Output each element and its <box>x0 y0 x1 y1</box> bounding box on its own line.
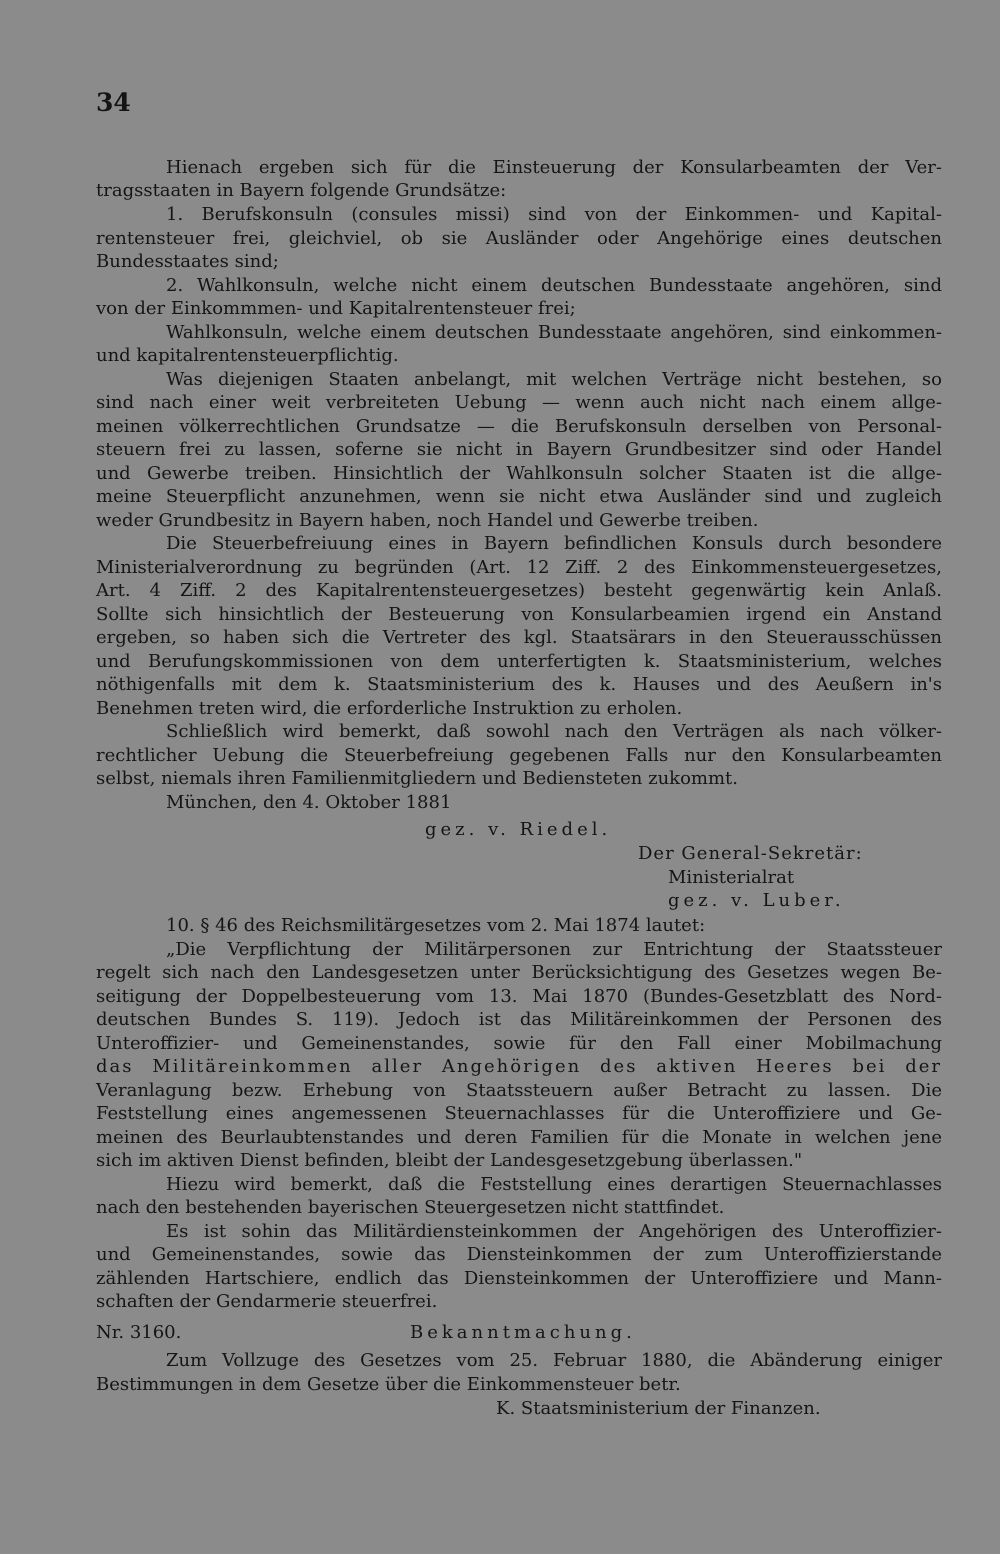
ministry: K. Staatsministerium der Finanzen. <box>496 1398 821 1419</box>
text-line: und Gemeinenstandes, sowie das Diensteinkommen der zum Unteroffizierstande <box>96 1244 942 1265</box>
text-line: tragsstaaten in Bayern folgende Grundsätze: <box>96 180 507 201</box>
text-line: Schließlich wird bemerkt, daß sowohl nach den Verträgen als nach völker- <box>166 721 942 742</box>
quote-line: das Militäreinkommen aller Angehörigen des aktiven Heeres bei der <box>96 1056 942 1077</box>
text-line: von der Einkommmen- und Kapitalrentensteuer frei; <box>96 298 576 319</box>
text-line: Benehmen treten wird, die erforderliche Instruktion zu erholen. <box>96 698 683 719</box>
text-line: schaften der Gendarmerie steuerfrei. <box>96 1291 438 1312</box>
quote-line: sich im aktiven Dienst befinden, bleibt der Landesgesetzgebung überlassen." <box>96 1150 803 1171</box>
place-date: München, den 4. Oktober 1881 <box>166 792 452 813</box>
text-line: und Berufungskommissionen von dem unterfertigten k. Staatsministerium, welches <box>96 651 942 672</box>
text-line: und Gewerbe treiben. Hinsichtlich der Wahlkonsuln solcher Staaten ist die allge- <box>96 463 942 484</box>
text-line: steuern frei zu lassen, soferne sie nicht in Bayern Grundbesitzer sind oder Handel <box>96 439 942 460</box>
text-line: Es ist sohin das Militärdiensteinkommen der Angehörigen des Unteroffizier- <box>166 1221 942 1242</box>
text-line: selbst, niemals ihren Familienmitgliedern und Bediensteten zukommt. <box>96 768 739 789</box>
text-line: Hiezu wird bemerkt, daß die Feststellung eines derartigen Steuernachlasses <box>166 1174 942 1195</box>
text-line: Was diejenigen Staaten anbelangt, mit welchen Verträge nicht bestehen, so <box>166 369 942 390</box>
text-line: Wahlkonsuln, welche einem deutschen Bundesstaate angehören, sind einkommen- <box>166 322 942 343</box>
text-line: meine Steuerpflicht anzunehmen, wenn sie nicht etwa Ausländer sind und zugleich <box>96 486 942 507</box>
notice-number: Nr. 3160. <box>96 1322 182 1343</box>
signature-riedel: gez. v. Riedel. <box>425 819 612 840</box>
text-line: nöthigenfalls mit dem k. Staatsministerium des k. Hauses und des Aeußern in's <box>96 674 942 695</box>
quote-line: regelt sich nach den Landesgesetzen unter Berücksichtigung des Gesetzes wegen Be- <box>96 962 942 983</box>
text-line: nach den bestehenden bayerischen Steuergesetzen nicht stattfindet. <box>96 1197 725 1218</box>
text-line: Bundesstaates sind; <box>96 251 279 272</box>
quote-line: meinen des Beurlaubtenstandes und deren Familien für die Monate in welchen jene <box>96 1127 942 1148</box>
text-line: und kapitalrentensteuerpflichtig. <box>96 345 399 366</box>
text-line: ergeben, so haben sich die Vertreter des kgl. Staatsärars in den Steuerausschüssen <box>96 627 942 648</box>
quote-line: „Die Verpflichtung der Militärpersonen zur Entrichtung der Staatssteuer <box>166 939 942 960</box>
text-line: meinen völkerrechtlichen Grundsatze — die Berufskonsuln derselben von Personal- <box>96 416 942 437</box>
quote-line: seitigung der Doppelbesteuerung vom 13. Mai 1870 (Bundes-Gesetzblatt des Nord- <box>96 986 942 1007</box>
text-line: sind nach einer weit verbreiteten Uebung — wenn auch nicht nach einem allge- <box>96 392 942 413</box>
text-line: 2. Wahlkonsuln, welche nicht einem deutschen Bundesstaate angehören, sind <box>166 275 942 296</box>
text-line: rentensteuer frei, gleichviel, ob sie Ausländer oder Angehörige eines deutschen <box>96 228 942 249</box>
text-line: zählenden Hartschiere, endlich das Diensteinkommen der Unteroffiziere und Mann- <box>96 1268 942 1289</box>
text-line: Bestimmungen in dem Gesetze über die Einkommensteuer betr. <box>96 1374 681 1395</box>
quote-line: Veranlagung bezw. Erhebung von Staatssteuern außer Betracht zu lassen. Die <box>96 1080 942 1101</box>
notice-title: Bekanntmachung. <box>410 1322 636 1343</box>
page-number: 34 <box>96 88 131 117</box>
text-line: 1. Berufskonsuln (consules missi) sind von der Einkommen- und Kapital- <box>166 204 942 225</box>
text-line: weder Grundbesitz in Bayern haben, noch Handel und Gewerbe treiben. <box>96 510 759 531</box>
text-line: Hienach ergeben sich für die Einsteuerung der Konsularbeamten der Ver- <box>166 157 942 178</box>
quote-line: Feststellung eines angemessenen Steuernachlasses für die Unteroffiziere und Ge- <box>96 1103 942 1124</box>
secretary-title: Der General-Sekretär: <box>638 843 863 864</box>
text-line: Die Steuerbefreiuung eines in Bayern befindlichen Konsuls durch besondere <box>166 533 942 554</box>
text-line: Art. 4 Ziff. 2 des Kapitalrentensteuergesetzes) besteht gegenwärtig kein Anlaß. <box>96 580 942 601</box>
text-line: Zum Vollzuge des Gesetzes vom 25. Februar 1880, die Abänderung einiger <box>166 1350 942 1371</box>
quote-line: deutschen Bundes S. 119). Jedoch ist das Militäreinkommen der Personen des <box>96 1009 942 1030</box>
secretary-rank: Ministerialrat <box>668 867 795 888</box>
quote-line: Unteroffizier- und Gemeinenstandes, sowie für den Fall einer Mobilmachung <box>96 1033 942 1054</box>
text-line: Sollte sich hinsichtlich der Besteuerung von Konsularbeamien irgend ein Anstand <box>96 604 942 625</box>
signature-luber: gez. v. Luber. <box>668 890 845 911</box>
section-10-intro: 10. § 46 des Reichsmilitärgesetzes vom 2. Mai 1874 lautet: <box>166 915 706 936</box>
text-line: rechtlicher Uebung die Steuerbefreiung gegebenen Falls nur den Konsularbeamten <box>96 745 942 766</box>
text-line: Ministerialverordnung zu begründen (Art. 12 Ziff. 2 des Einkommensteuergesetzes, <box>96 557 942 578</box>
